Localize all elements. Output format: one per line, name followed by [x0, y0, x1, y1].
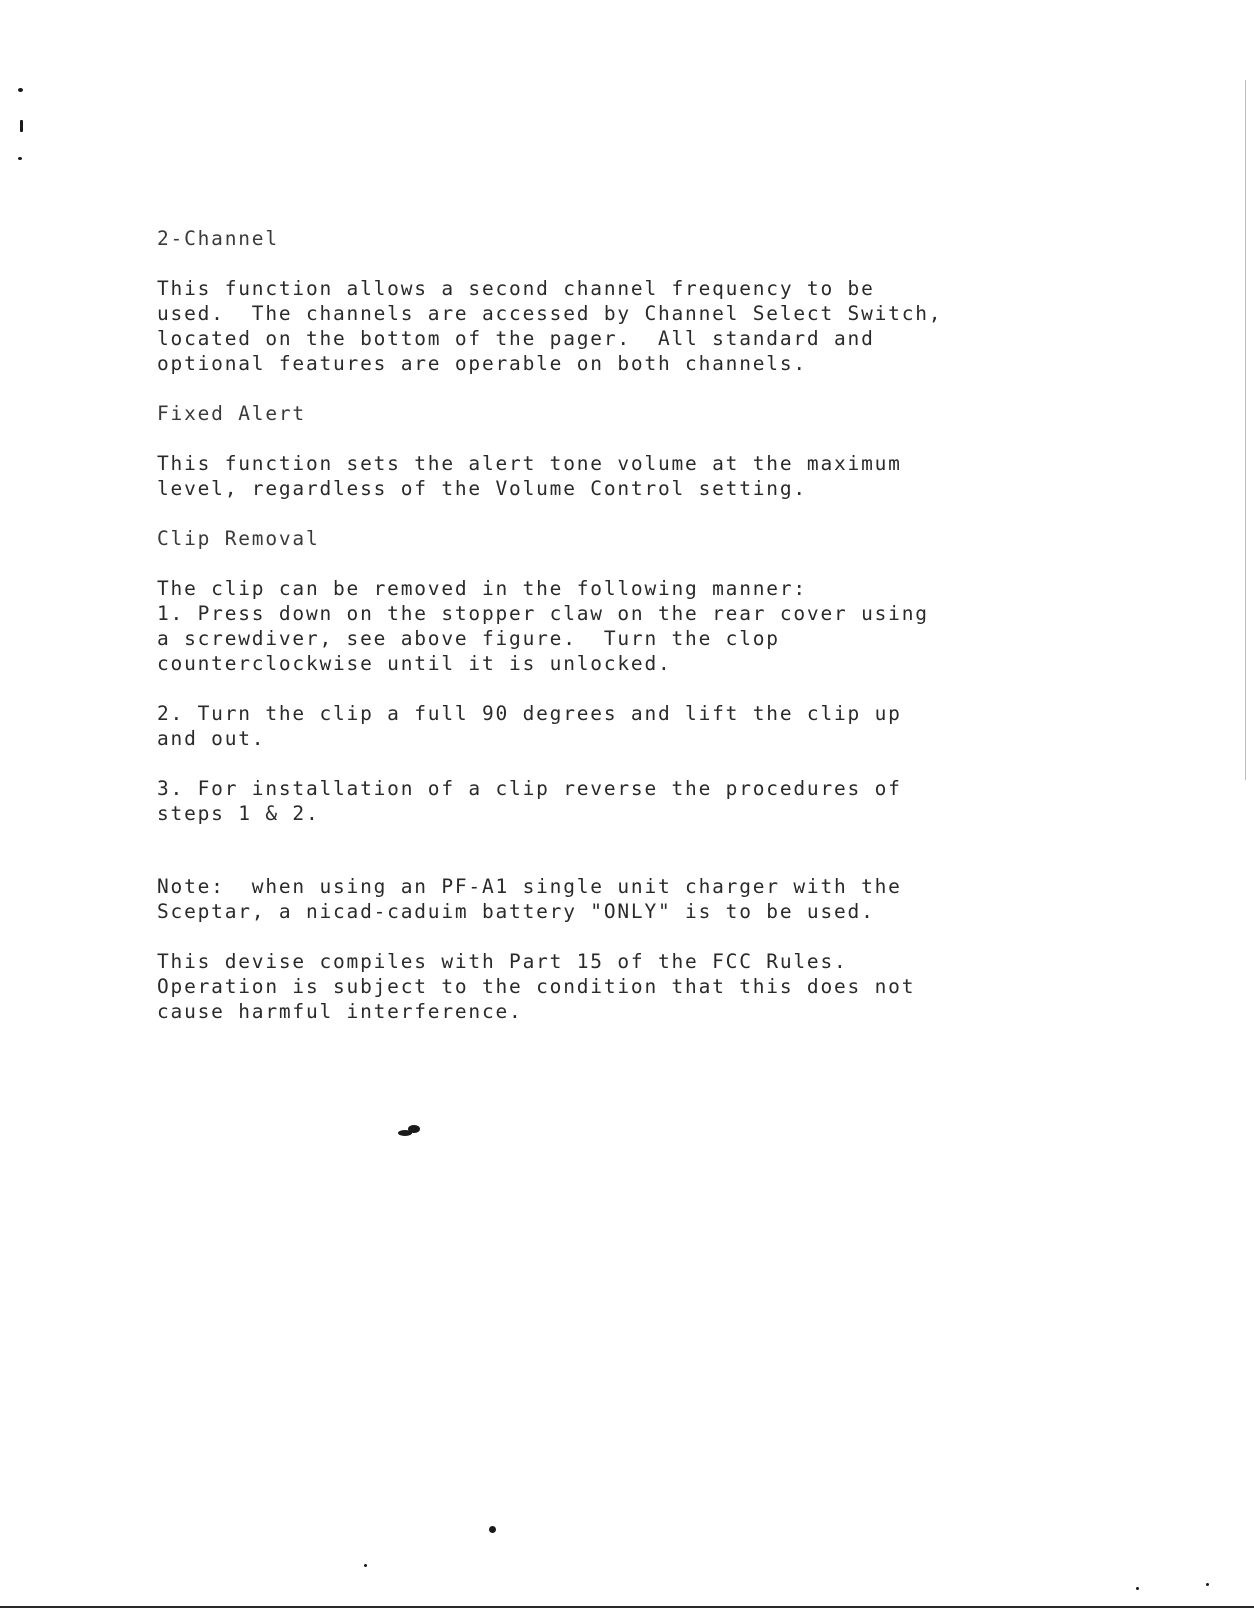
step-line: 2. Turn the clip a full 90 degrees and lift the clip up — [157, 702, 902, 725]
scan-smudge — [408, 1125, 420, 1133]
fcc-line: cause harmful interference. — [157, 1000, 523, 1023]
scan-speck — [18, 157, 22, 160]
scan-speck — [18, 88, 23, 92]
scan-speck — [364, 1564, 367, 1567]
scan-speck — [1206, 1583, 1209, 1586]
note-line: Sceptar, a nicad-caduim battery "ONLY" is to be used. — [157, 900, 875, 923]
paragraph-line: 1. Press down on the stopper claw on the rear cover using — [157, 602, 929, 625]
section-heading-fixed-alert: Fixed Alert — [157, 402, 306, 425]
paragraph-line: located on the bottom of the pager. All standard and — [157, 327, 875, 350]
page-bottom-edge — [0, 1606, 1254, 1608]
fcc-line: This devise compiles with Part 15 of the FCC Rules. — [157, 950, 848, 973]
note-line: Note: when using an PF-A1 single unit charger with the — [157, 875, 902, 898]
paragraph-line: The clip can be removed in the following manner: — [157, 577, 807, 600]
step-line: and out. — [157, 727, 266, 750]
page-right-edge — [1245, 80, 1246, 780]
paragraph-line: a screwdiver, see above figure. Turn the clop — [157, 627, 780, 650]
step-line: 3. For installation of a clip reverse the procedures of — [157, 777, 902, 800]
paragraph-line: counterclockwise until it is unlocked. — [157, 652, 672, 675]
section-heading-clip-removal: Clip Removal — [157, 527, 320, 550]
paragraph-line: used. The channels are accessed by Channel Select Switch, — [157, 302, 943, 325]
scan-speck — [489, 1526, 496, 1533]
step-line: steps 1 & 2. — [157, 802, 320, 825]
section-heading-2-channel: 2-Channel — [157, 227, 279, 250]
paragraph-line: This function allows a second channel frequency to be — [157, 277, 875, 300]
paragraph-line: This function sets the alert tone volume at the maximum — [157, 452, 902, 475]
paragraph-line: level, regardless of the Volume Control setting. — [157, 477, 807, 500]
fcc-line: Operation is subject to the condition that this does not — [157, 975, 916, 998]
scan-speck — [20, 120, 23, 132]
scan-speck — [1136, 1587, 1139, 1590]
document-body — [157, 226, 1057, 1024]
paragraph-line: optional features are operable on both channels. — [157, 352, 807, 375]
